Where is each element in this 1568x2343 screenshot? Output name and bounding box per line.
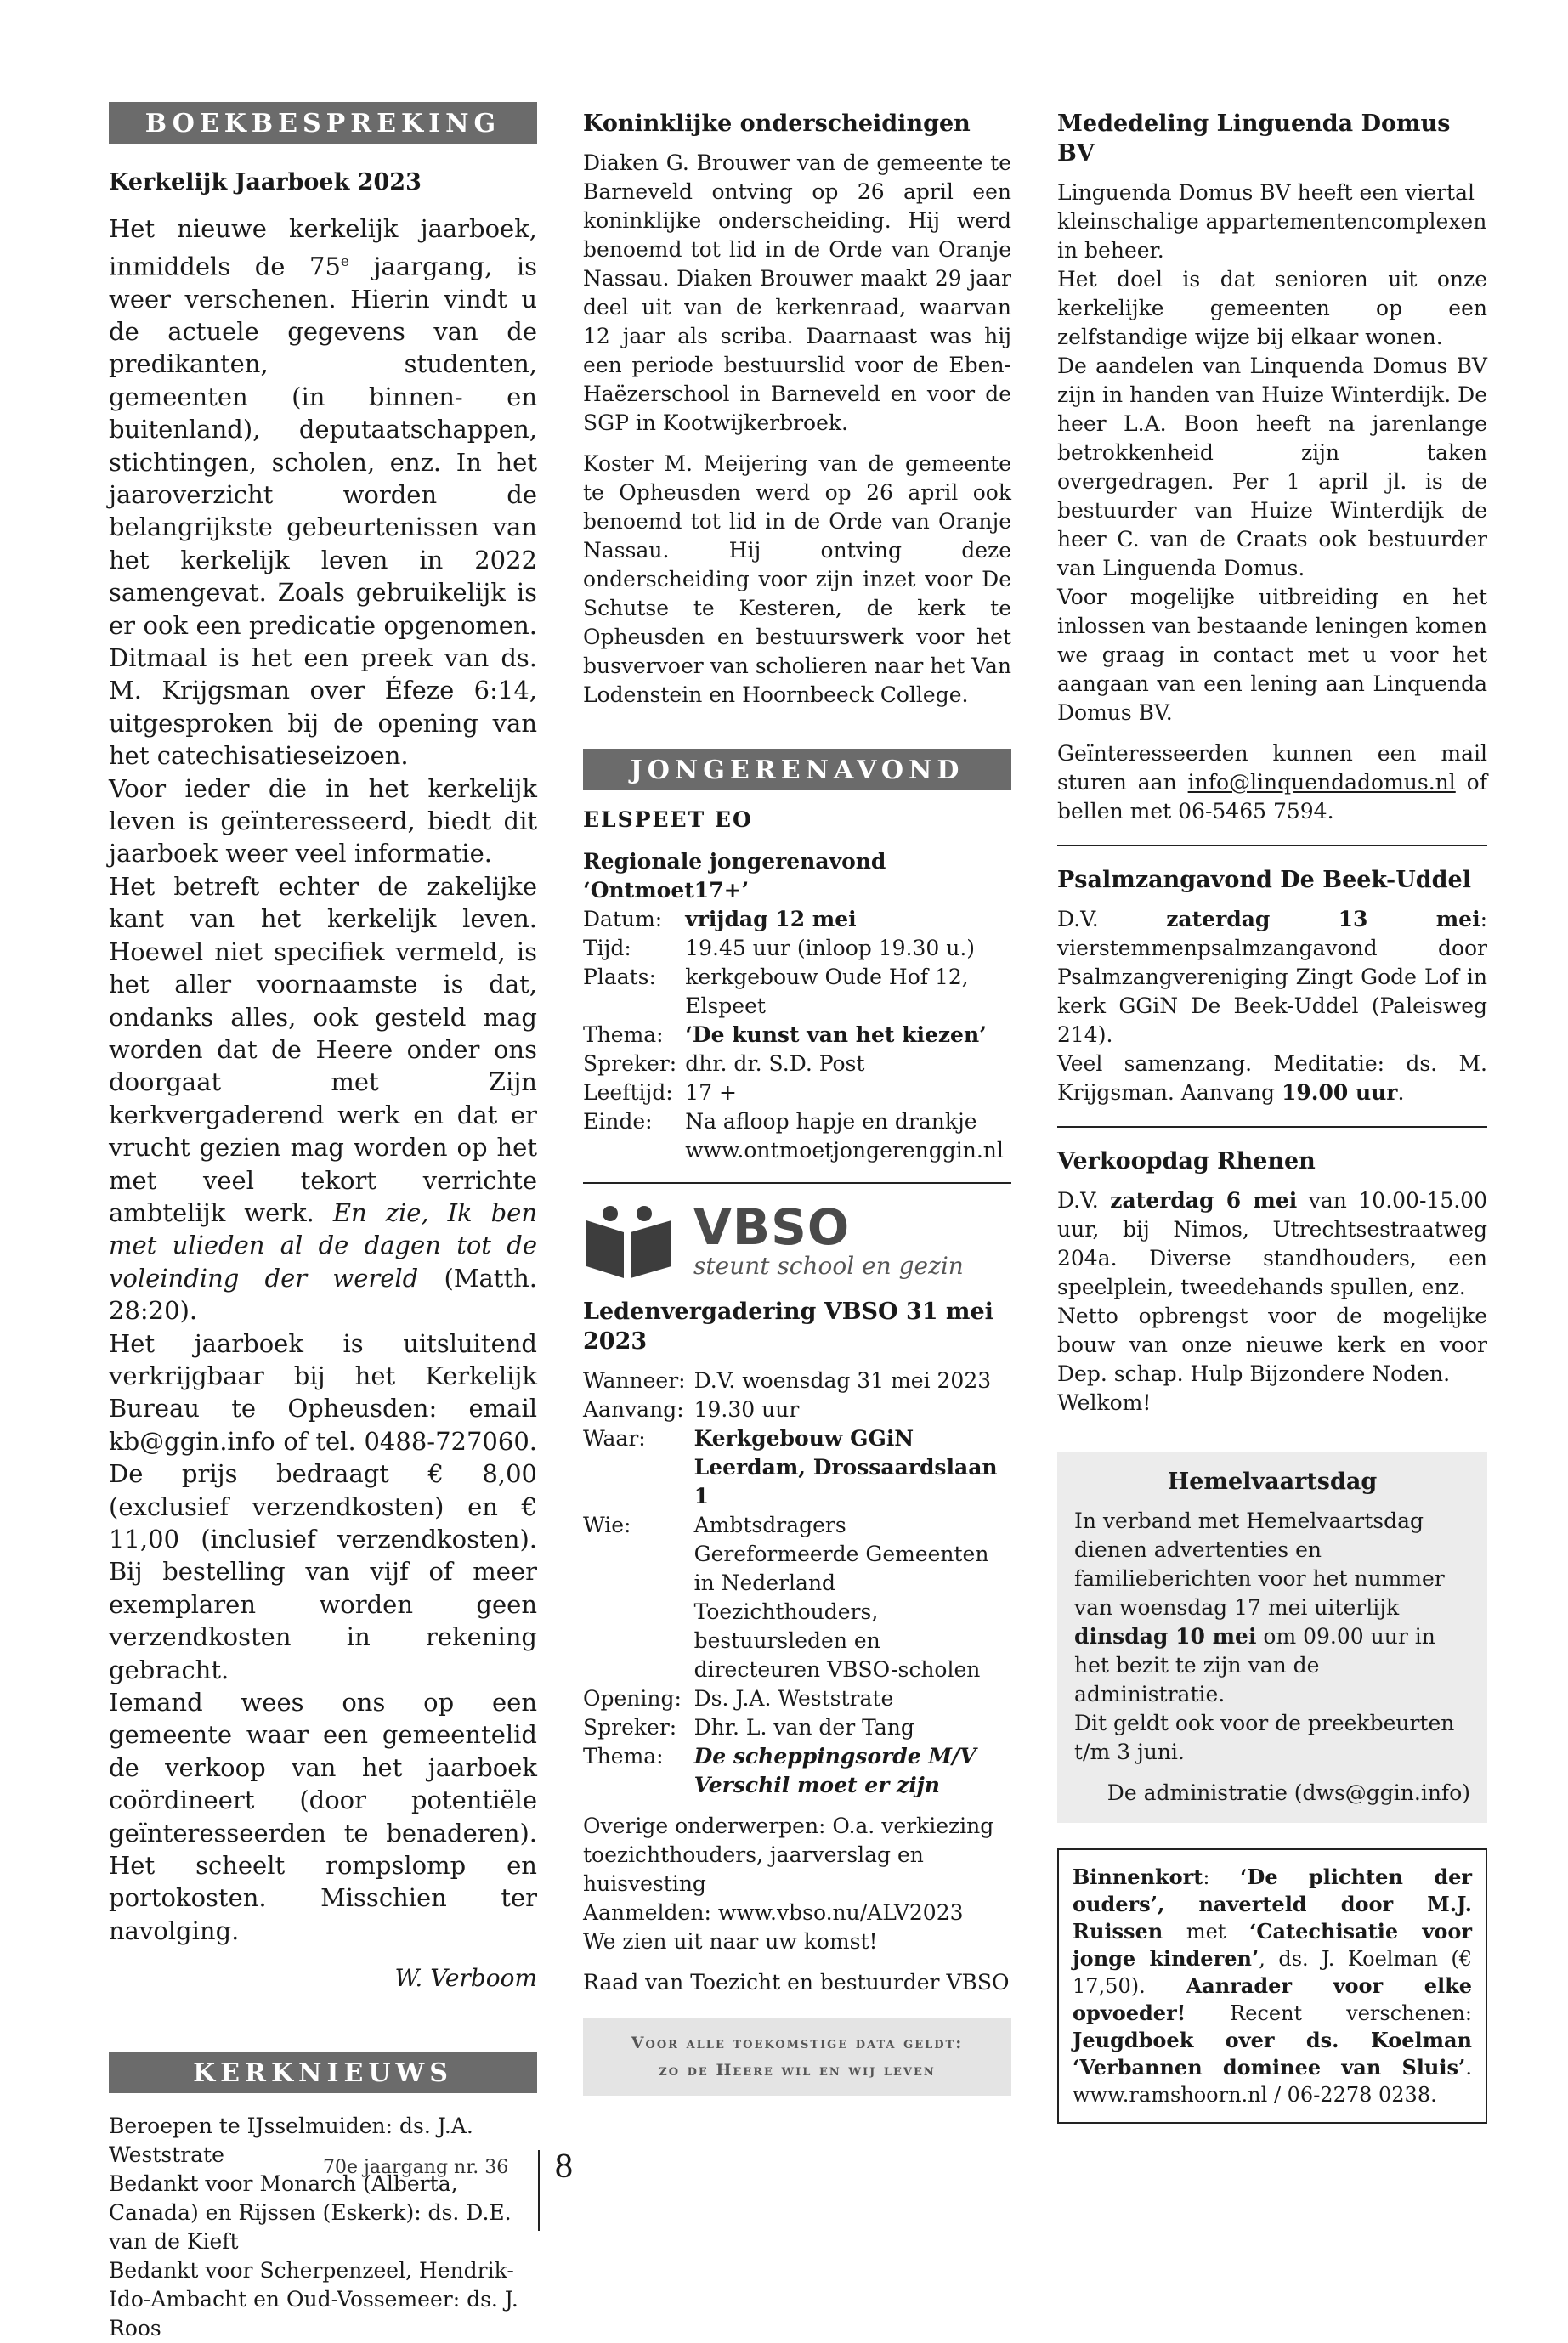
divider bbox=[1057, 1126, 1487, 1128]
detail-label: Tijd: bbox=[583, 936, 631, 961]
paragraph: Diaken G. Brouwer van de gemeente te Barneveld ontving op 26 april een koninklijke onderscheiding. Hij werd benoemd tot lid in de Orde van Oranje Nassau. Diaken Brouwer maakt 29 jaar deel uit van de kerkenraad, waarvan 12 jaar als scriba. Daarnaast was hij een periode bestuurslid voor de Eben-Haëzerschool in Barneveld en voor de SGP in Kootwijkerbroek. bbox=[583, 150, 1011, 436]
detail-value: 17 + bbox=[685, 1080, 737, 1106]
kerknieuws-body bbox=[109, 2112, 537, 2343]
detail-label: Waar: bbox=[583, 1426, 646, 1452]
paragraph: Welkom! bbox=[1057, 1390, 1152, 1416]
detail-row bbox=[583, 905, 1011, 934]
meeting-details-table bbox=[583, 1367, 1011, 1800]
column-middle bbox=[583, 102, 1011, 2096]
paragraph: Voor ieder die in het kerkelijk leven is geïnteresseerd, biedt dit jaarboek weer veel informatie. bbox=[109, 773, 537, 869]
paragraph: Linguenda Domus BV heeft een viertal kleinschalige appartementencomplexen in beheer. bbox=[1057, 180, 1487, 263]
detail-row bbox=[583, 1050, 1011, 1078]
notice-box: Voor alle toekomstige data geldt: zo de Heere wil en wij leven bbox=[583, 2018, 1011, 2096]
detail-label: Leeftijd: bbox=[583, 1080, 673, 1106]
detail-value: Kerkgebouw GGiN Leerdam, Drossaardslaan 1 bbox=[693, 1426, 998, 1509]
detail-row bbox=[583, 1021, 1011, 1050]
detail-value: dhr. dr. S.D. Post bbox=[685, 1051, 865, 1077]
paragraph: Raad van Toezicht en bestuurder VBSO bbox=[583, 1970, 1010, 1995]
vbso-book-icon bbox=[583, 1203, 676, 1280]
article-title: Kerkelijk Jaarboek 2023 bbox=[109, 169, 422, 195]
detail-label: Thema: bbox=[583, 1744, 664, 1769]
article-title: Psalmzangavond De Beek-Uddel bbox=[1057, 867, 1471, 894]
detail-label: Spreker: bbox=[583, 1051, 677, 1077]
article-title: Mededeling Linguenda Domus BV bbox=[1057, 110, 1451, 167]
detail-label: Datum: bbox=[583, 907, 663, 932]
detail-value: 19.30 uur bbox=[693, 1397, 800, 1423]
signature: W. Verboom bbox=[394, 1964, 537, 1993]
paragraph: De aandelen van Linquenda Domus BV zijn in handen van Huize Winterdijk. De heer L.A. Boon heeft na jarenlange betrokkenheid zijn taken overgedragen. Per 1 april jl. is de bestuurder van Huize Winterdijk de heer C. van de Craats ook bestuurder van Linguenda Domus. bbox=[1057, 354, 1487, 581]
detail-value: Dhr. L. van der Tang bbox=[693, 1715, 914, 1740]
vbso-body bbox=[583, 1367, 1011, 1997]
detail-row bbox=[583, 1742, 1011, 1800]
article-title: Verkoopdag Rhenen bbox=[1057, 1148, 1316, 1175]
paragraph: Iemand wees ons op een gemeente waar een gemeentelid de verkoop van het jaarboek coördineert (door potentiële geïnteresseerden te benaderen). Het scheelt rompslomp en portokosten. Misschien ter navolging. bbox=[109, 1688, 537, 1945]
paragraph: D.V. zaterdag 6 mei van 10.00-15.00 uur, bij Nimos, Utrechtsestraatweg 204a. Diverse standhouders, een speelplein, tweedehands spullen, enz. bbox=[1057, 1188, 1487, 1300]
section-subhead: ELSPEET EO bbox=[583, 807, 753, 833]
detail-value: kerkgebouw Oude Hof 12, Elspeet bbox=[685, 965, 969, 1019]
detail-row bbox=[583, 1395, 1011, 1424]
section-banner-kerknieuws: KERKNIEUWS bbox=[109, 2052, 537, 2093]
detail-row bbox=[583, 1713, 1011, 1742]
detail-label: Thema: bbox=[583, 1022, 664, 1048]
column-left bbox=[109, 102, 537, 2343]
news-item: Bedankt voor Monarch (Alberta, Canada) en Rijssen (Eskerk): ds. D.E. van de Kieft bbox=[109, 2171, 512, 2255]
article-title: Ledenvergadering VBSO 31 mei 2023 bbox=[583, 1299, 993, 1355]
detail-value: Ambtsdragers Gereformeerde Gemeenten in Nederland Toezichthouders, bestuursleden en directeuren VBSO-scholen bbox=[693, 1513, 989, 1683]
detail-label: Opening: bbox=[583, 1686, 682, 1712]
paragraph: Voor mogelijke uitbreiding en het inlossen van bestaande leningen komen we graag in contact met u voor het aangaan van een lening aan Linquenda Domus BV. bbox=[1057, 585, 1487, 726]
detail-value: Ds. J.A. Weststrate bbox=[693, 1686, 894, 1712]
email-link[interactable]: info@linquendadomus.nl bbox=[1187, 770, 1456, 795]
vbso-logo bbox=[583, 1198, 1011, 1281]
paragraph: We zien uit naar uw komst! bbox=[583, 1929, 878, 1955]
article-body-onderscheidingen bbox=[583, 149, 1011, 710]
paragraph: Dit geldt ook voor de preekbeurten t/m 3 juni. bbox=[1074, 1711, 1455, 1765]
paragraph: Overige onderwerpen: O.a. verkiezing toezichthouders, jaarverslag en huisvesting bbox=[583, 1814, 994, 1897]
detail-label: Einde: bbox=[583, 1109, 653, 1135]
detail-row bbox=[583, 1424, 1011, 1511]
detail-row bbox=[583, 963, 1011, 1021]
box-title: Hemelvaartsdag bbox=[1167, 1469, 1378, 1496]
paragraph: Veel samenzang. Meditatie: ds. M. Krijgsman. Aanvang 19.00 uur. bbox=[1057, 1051, 1487, 1106]
paragraph: Het doel is dat senioren uit onze kerkelijke gemeenten op een zelfstandige wijze bij elkaar wonen. bbox=[1057, 267, 1487, 350]
event-details-table bbox=[583, 905, 1011, 1165]
news-item: Bedankt voor Scherpenzeel, Hendrik-Ido-Ambacht en Oud-Vossemeer: ds. J. Roos bbox=[109, 2258, 518, 2341]
detail-value: ‘De kunst van het kiezen’ bbox=[685, 1022, 987, 1048]
detail-row bbox=[583, 934, 1011, 963]
jongerenavond-body bbox=[583, 847, 1011, 1165]
detail-value: De scheppingsorde M/V Verschil moet er zijn bbox=[693, 1744, 976, 1798]
detail-row bbox=[583, 1511, 1011, 1684]
paragraph: D.V. zaterdag 13 mei: vierstemmenpsalmzangavond door Psalmzangvereniging Zingt Gode Lof in kerk GGiN De Beek-Uddel (Paleisweg 214). bbox=[1057, 907, 1487, 1048]
article-body-linguenda bbox=[1057, 178, 1487, 826]
article-title: Koninklijke onderscheidingen bbox=[583, 110, 971, 137]
paragraph: Koster M. Meijering van de gemeente te Opheusden werd op 26 april ook benoemd tot lid in de Orde van Oranje Nassau. Hij ontving deze onderscheiding voor zijn inzet voor De Schutse te Kesteren, de kerk te Opheusden en bestuurswerk voor het busvervoer van scholieren naar het Van Lodenstein en Hoornbeeck College. bbox=[583, 451, 1011, 708]
section-banner-boekbespreking: BOEKBESPREKING bbox=[109, 102, 537, 144]
issue-info: 70e jaargang nr. 36 bbox=[323, 2157, 509, 2178]
detail-row bbox=[583, 1078, 1011, 1107]
footer-divider bbox=[538, 2150, 540, 2231]
news-item: Beroepen te IJsselmuiden: ds. J.A. Weststrate bbox=[109, 2114, 473, 2168]
detail-label: Aanvang: bbox=[583, 1397, 684, 1423]
paragraph: In verband met Hemelvaartsdag dienen advertenties en familieberichten voor het nummer van woensdag 17 mei uiterlijk dinsdag 10 mei om 09.00 uur in het bezit te zijn van de administratie. bbox=[1074, 1508, 1445, 1707]
logo-tagline: steunt school en gezin bbox=[693, 1252, 964, 1281]
page-number: 8 bbox=[554, 2150, 574, 2185]
detail-row bbox=[583, 1107, 1011, 1165]
section-banner-jongerenavond: JONGERENAVOND bbox=[583, 749, 1011, 790]
detail-label: Wie: bbox=[583, 1513, 631, 1538]
paragraph: Binnenkort: ‘De plichten der ouders’, naverteld door M.J. Ruissen met ‘Catechisatie voor jonge kinderen’, ds. J. Koelman (€ 17,50). Aanrader voor elke opvoeder! Recent verschenen: Jeugdboek over ds. Koelman ‘Verbannen dominee van Sluis’. www.ramshoorn.nl / 06-2278 0238. bbox=[1073, 1865, 1473, 2108]
detail-value: D.V. woensdag 31 mei 2023 bbox=[693, 1368, 992, 1394]
article-body-verkoop bbox=[1057, 1186, 1487, 1418]
paragraph: Geïnteresseerden kunnen een mail sturen aan info@linquendadomus.nl of bellen met 06-5465 7594. bbox=[1057, 741, 1487, 824]
detail-value: 19.45 uur (inloop 19.30 u.) bbox=[685, 936, 976, 961]
binnenkort-ad-box bbox=[1057, 1848, 1487, 2124]
detail-label: Wanneer: bbox=[583, 1368, 686, 1394]
detail-row bbox=[583, 1684, 1011, 1713]
detail-value: vrijdag 12 mei bbox=[685, 907, 857, 932]
paragraph: De administratie (dws@ggin.info) bbox=[1107, 1780, 1470, 1806]
event-title: Regionale jongerenavond ‘Ontmoet17+’ bbox=[583, 849, 886, 903]
paragraph: Aanmelden: www.vbso.nu/ALV2023 bbox=[583, 1900, 964, 1926]
detail-label: Spreker: bbox=[583, 1715, 677, 1740]
detail-value: Na afloop hapje en drankje www.ontmoetjongerenggin.nl bbox=[685, 1109, 1004, 1163]
paragraph: Het nieuwe kerkelijk jaarboek, inmiddels de 75e jaargang, is weer verschenen. Hierin vindt u de actuele gegevens van de predikanten, studenten, gemeenten (in binnen- en buitenland), deputaatschappen, stichtingen, scholen, enz. In het jaaroverzicht worden de belangrijkste gebeurtenissen van het kerkelijk leven in 2022 samengevat. Zoals gebruikelijk is er ook een predicatie opgenomen. Ditmaal is het een preek van ds. M. Krijgsman over Éfeze 6:14, uitgesproken bij de opening van het catechisatieseizoen. bbox=[109, 214, 537, 771]
divider bbox=[1057, 845, 1487, 846]
logo-wordmark: VBSO bbox=[693, 1198, 851, 1257]
article-body-psalm bbox=[1057, 905, 1487, 1107]
detail-row bbox=[583, 1367, 1011, 1395]
paragraph: Netto opbrengst voor de mogelijke bouw van onze nieuwe kerk en voor Dep. schap. Hulp Bijzondere Noden. bbox=[1057, 1304, 1487, 1387]
detail-label: Plaats: bbox=[583, 965, 656, 990]
paragraph: Het jaarboek is uitsluitend verkrijgbaar bij het Kerkelijk Bureau te Opheusden: email kb@ggin.info of tel. 0488-727060. De prijs bedraagt € 8,00 (exclusief verzendkosten) en € 11,00 (inclusief verzendkosten). Bij bestelling van vijf of meer exemplaren worden geen verzendkosten in rekening gebracht. bbox=[109, 1328, 537, 1684]
divider bbox=[583, 1182, 1011, 1184]
column-right bbox=[1057, 102, 1487, 2124]
article-body-boekbespreking bbox=[109, 212, 537, 1947]
hemelvaart-box bbox=[1057, 1452, 1487, 1823]
paragraph: Het betreft echter de zakelijke kant van het kerkelijk leven. Hoewel niet specifiek vermeld, is het aller voornaamste is dat, ondanks alles, ook gesteld mag worden dat de Heere onder ons doorgaat met Zijn kerkvergaderend werk en dat er vrucht gezien mag worden op het met veel tekort verrichte ambtelijk werk. En zie, Ik ben met ulieden al de dagen tot de voleinding der wereld (Matth. 28:20). bbox=[109, 871, 538, 1326]
